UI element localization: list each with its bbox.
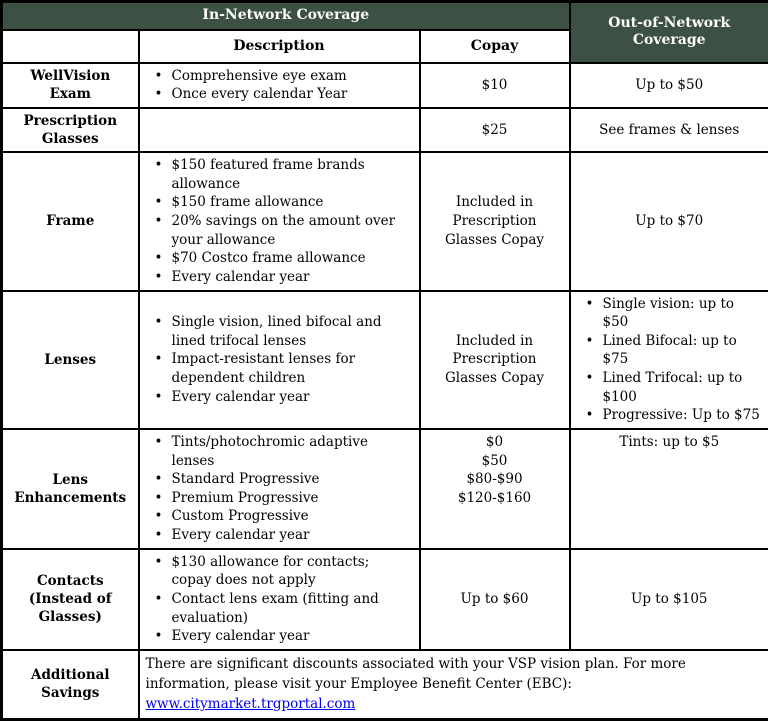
table-row-lenses	[2, 291, 768, 429]
row-label-additional-savings: Additional Savings	[2, 650, 139, 719]
row-label-frame: Frame	[2, 152, 139, 290]
corner-empty-cell	[2, 30, 139, 63]
copay-line: $0	[427, 433, 563, 452]
frame-description-cell	[139, 152, 420, 290]
row-label-lenses: Lenses	[2, 291, 139, 429]
bullet-item: • Every calendar year	[146, 388, 413, 407]
description-bullet-list	[146, 433, 413, 545]
bullet-item: • Every calendar year	[146, 526, 413, 545]
out-of-network-bullet-list	[577, 295, 763, 425]
table-row-contacts	[2, 549, 768, 650]
frame-copay-value: Included in Prescription Glasses Copay	[420, 152, 570, 290]
bullet-item: • Lined Bifocal: up to $75	[577, 332, 763, 369]
lenses-description-cell	[139, 291, 420, 429]
description-bullet-list	[146, 156, 413, 286]
description-bullet-list	[146, 67, 413, 104]
description-column-header: Description	[139, 30, 420, 63]
bullet-item: • Once every calendar Year	[146, 85, 413, 104]
table-row-wellvision-exam	[2, 63, 768, 108]
description-bullet-list	[146, 553, 413, 646]
copay-column-header: Copay	[420, 30, 570, 63]
contacts-description-cell	[139, 549, 420, 650]
bullet-item: • Custom Progressive	[146, 507, 413, 526]
copay-line: $120-$160	[427, 489, 563, 508]
table-row-lens-enhancements	[2, 429, 768, 549]
copay-line: $80-$90	[427, 470, 563, 489]
row-label-contacts: Contacts (Instead of Glasses)	[2, 549, 139, 650]
row-label-prescription-glasses: Prescription Glasses	[2, 108, 139, 152]
bullet-item: • Single vision, lined bifocal and lined trifocal lenses	[146, 313, 413, 350]
bullet-item: • Contact lens exam (fitting and evaluation)	[146, 590, 413, 627]
bullet-item: • Impact-resistant lenses for dependent children	[146, 350, 413, 387]
wellvision-out-of-network-value: Up to $50	[570, 63, 768, 108]
in-network-header: In-Network Coverage	[2, 2, 570, 30]
copay-line-list	[427, 433, 563, 508]
table-row-prescription-glasses	[2, 108, 768, 152]
frame-out-of-network-value: Up to $70	[570, 152, 768, 290]
wellvision-copay-value: $10	[420, 63, 570, 108]
bullet-item: • Every calendar year	[146, 627, 413, 646]
table-row-additional-savings	[2, 650, 768, 719]
bullet-item: • $130 allowance for contacts; copay does not apply	[146, 553, 413, 590]
prescription-out-of-network-value: See frames & lenses	[570, 108, 768, 152]
lens-enhancements-copay-cell	[420, 429, 570, 549]
lens-enhancements-out-of-network-value: Tints: up to $5	[570, 429, 768, 549]
lenses-out-of-network-cell	[570, 291, 768, 429]
bullet-item: • Every calendar year	[146, 268, 413, 287]
description-bullet-list	[146, 313, 413, 406]
bullet-item: • 20% savings on the amount over your allowance	[146, 212, 413, 249]
bullet-item: • $70 Costco frame allowance	[146, 249, 413, 268]
bullet-item: • $150 featured frame brands allowance	[146, 156, 413, 193]
additional-savings-cell	[139, 650, 768, 719]
ebc-portal-link[interactable]: www.citymarket.trgportal.com	[146, 696, 356, 712]
bullet-item: • Lined Trifocal: up to $100	[577, 369, 763, 406]
out-of-network-header: Out-of-Network Coverage	[570, 2, 768, 63]
bullet-item: • $150 frame allowance	[146, 193, 413, 212]
contacts-out-of-network-value: Up to $105	[570, 549, 768, 650]
additional-savings-text: There are significant discounts associated with your VSP vision plan. For more information, please visit your Employee Benefit Center (EBC):	[146, 656, 686, 692]
prescription-description-cell	[139, 108, 420, 152]
lens-enhancements-description-cell	[139, 429, 420, 549]
bullet-item: • Premium Progressive	[146, 489, 413, 508]
contacts-copay-value: Up to $60	[420, 549, 570, 650]
wellvision-description-cell	[139, 63, 420, 108]
bullet-item: • Tints/photochromic adaptive lenses	[146, 433, 413, 470]
row-label-wellvision-exam: WellVision Exam	[2, 63, 139, 108]
prescription-copay-value: $25	[420, 108, 570, 152]
copay-line: $50	[427, 452, 563, 471]
lenses-copay-value: Included in Prescription Glasses Copay	[420, 291, 570, 429]
bullet-item: • Progressive: Up to $75	[577, 406, 763, 425]
bullet-item: • Single vision: up to $50	[577, 295, 763, 332]
bullet-item: • Comprehensive eye exam	[146, 67, 413, 86]
header-row-top	[2, 2, 768, 30]
bullet-item: • Standard Progressive	[146, 470, 413, 489]
row-label-lens-enhancements: Lens Enhancements	[2, 429, 139, 549]
table-row-frame	[2, 152, 768, 290]
